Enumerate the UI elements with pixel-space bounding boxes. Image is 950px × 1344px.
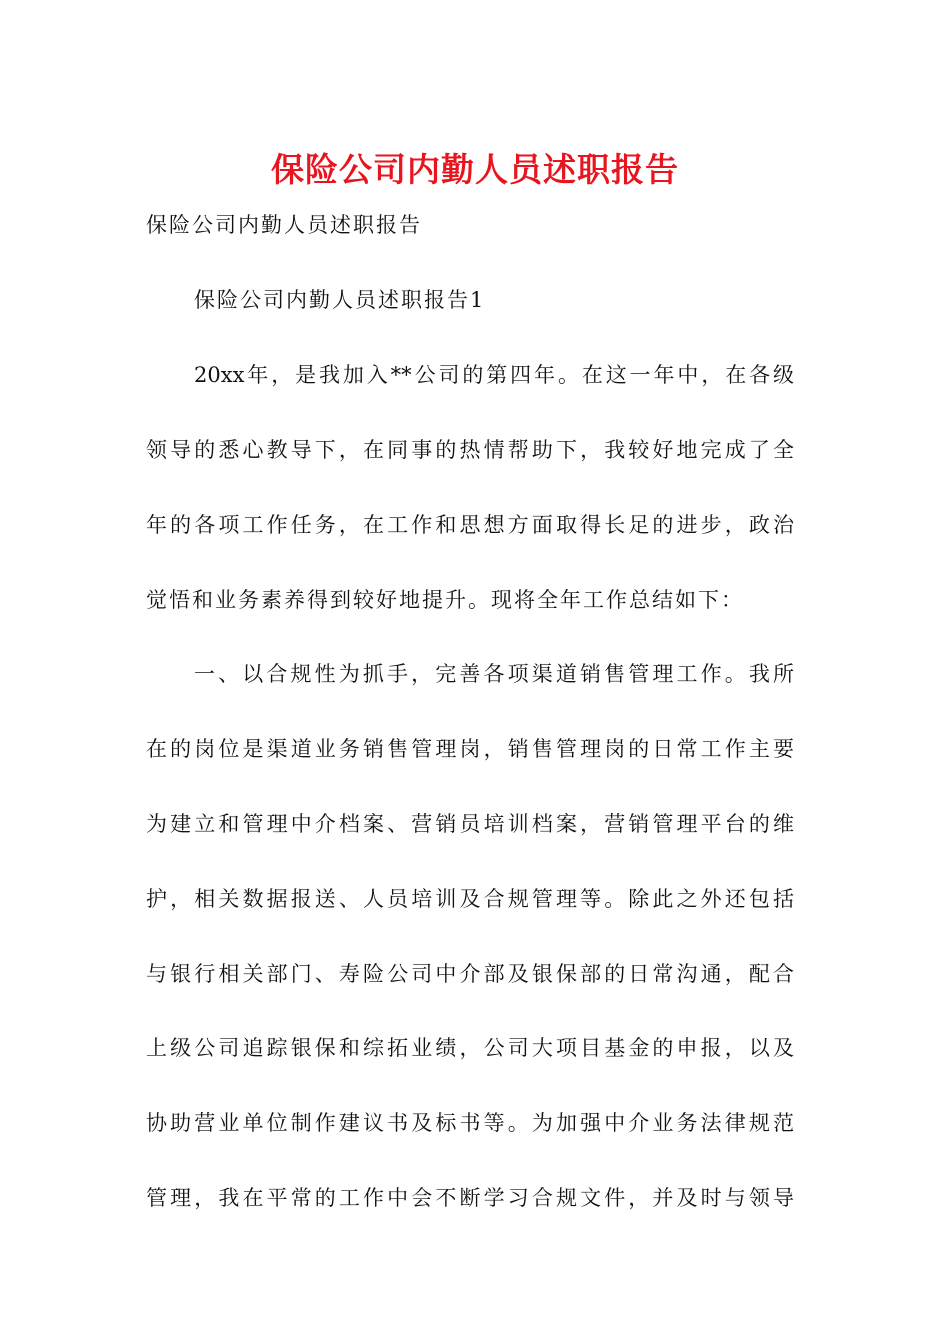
paragraph-line: 20xx年，是我加入**公司的第四年。在这一年中，在各级 [194,363,794,387]
paragraph-line: 领导的悉心教导下，在同事的热情帮助下，我较好地完成了全 [146,438,794,462]
paragraph-line: 觉悟和业务素养得到较好地提升。现将全年工作总结如下： [146,588,744,612]
paragraph-line: 年的各项工作任务，在工作和思想方面取得长足的进步，政治 [146,513,794,537]
paragraph-line: 管理，我在平常的工作中会不断学习合规文件，并及时与领导 [146,1186,794,1210]
paragraph-line: 与银行相关部门、寿险公司中介部及银保部的日常沟通，配合 [146,962,794,986]
paragraph-line: 在的岗位是渠道业务销售管理岗，销售管理岗的日常工作主要 [146,737,794,761]
document-subtitle: 保险公司内勤人员述职报告 [146,213,422,237]
paragraph-line: 为建立和管理中介档案、营销员培训档案，营销管理平台的维 [146,812,794,836]
paragraph-line: 护，相关数据报送、人员培训及合规管理等。除此之外还包括 [146,887,794,911]
paragraph-line: 上级公司追踪银保和综拓业绩，公司大项目基金的申报，以及 [146,1036,794,1060]
document-title: 保险公司内勤人员述职报告 [271,150,679,189]
paragraph-line: 一、以合规性为抓手，完善各项渠道销售管理工作。我所 [194,662,794,686]
section-heading: 保险公司内勤人员述职报告1 [194,288,486,312]
paragraph-line: 协助营业单位制作建议书及标书等。为加强中介业务法律规范 [146,1111,794,1135]
